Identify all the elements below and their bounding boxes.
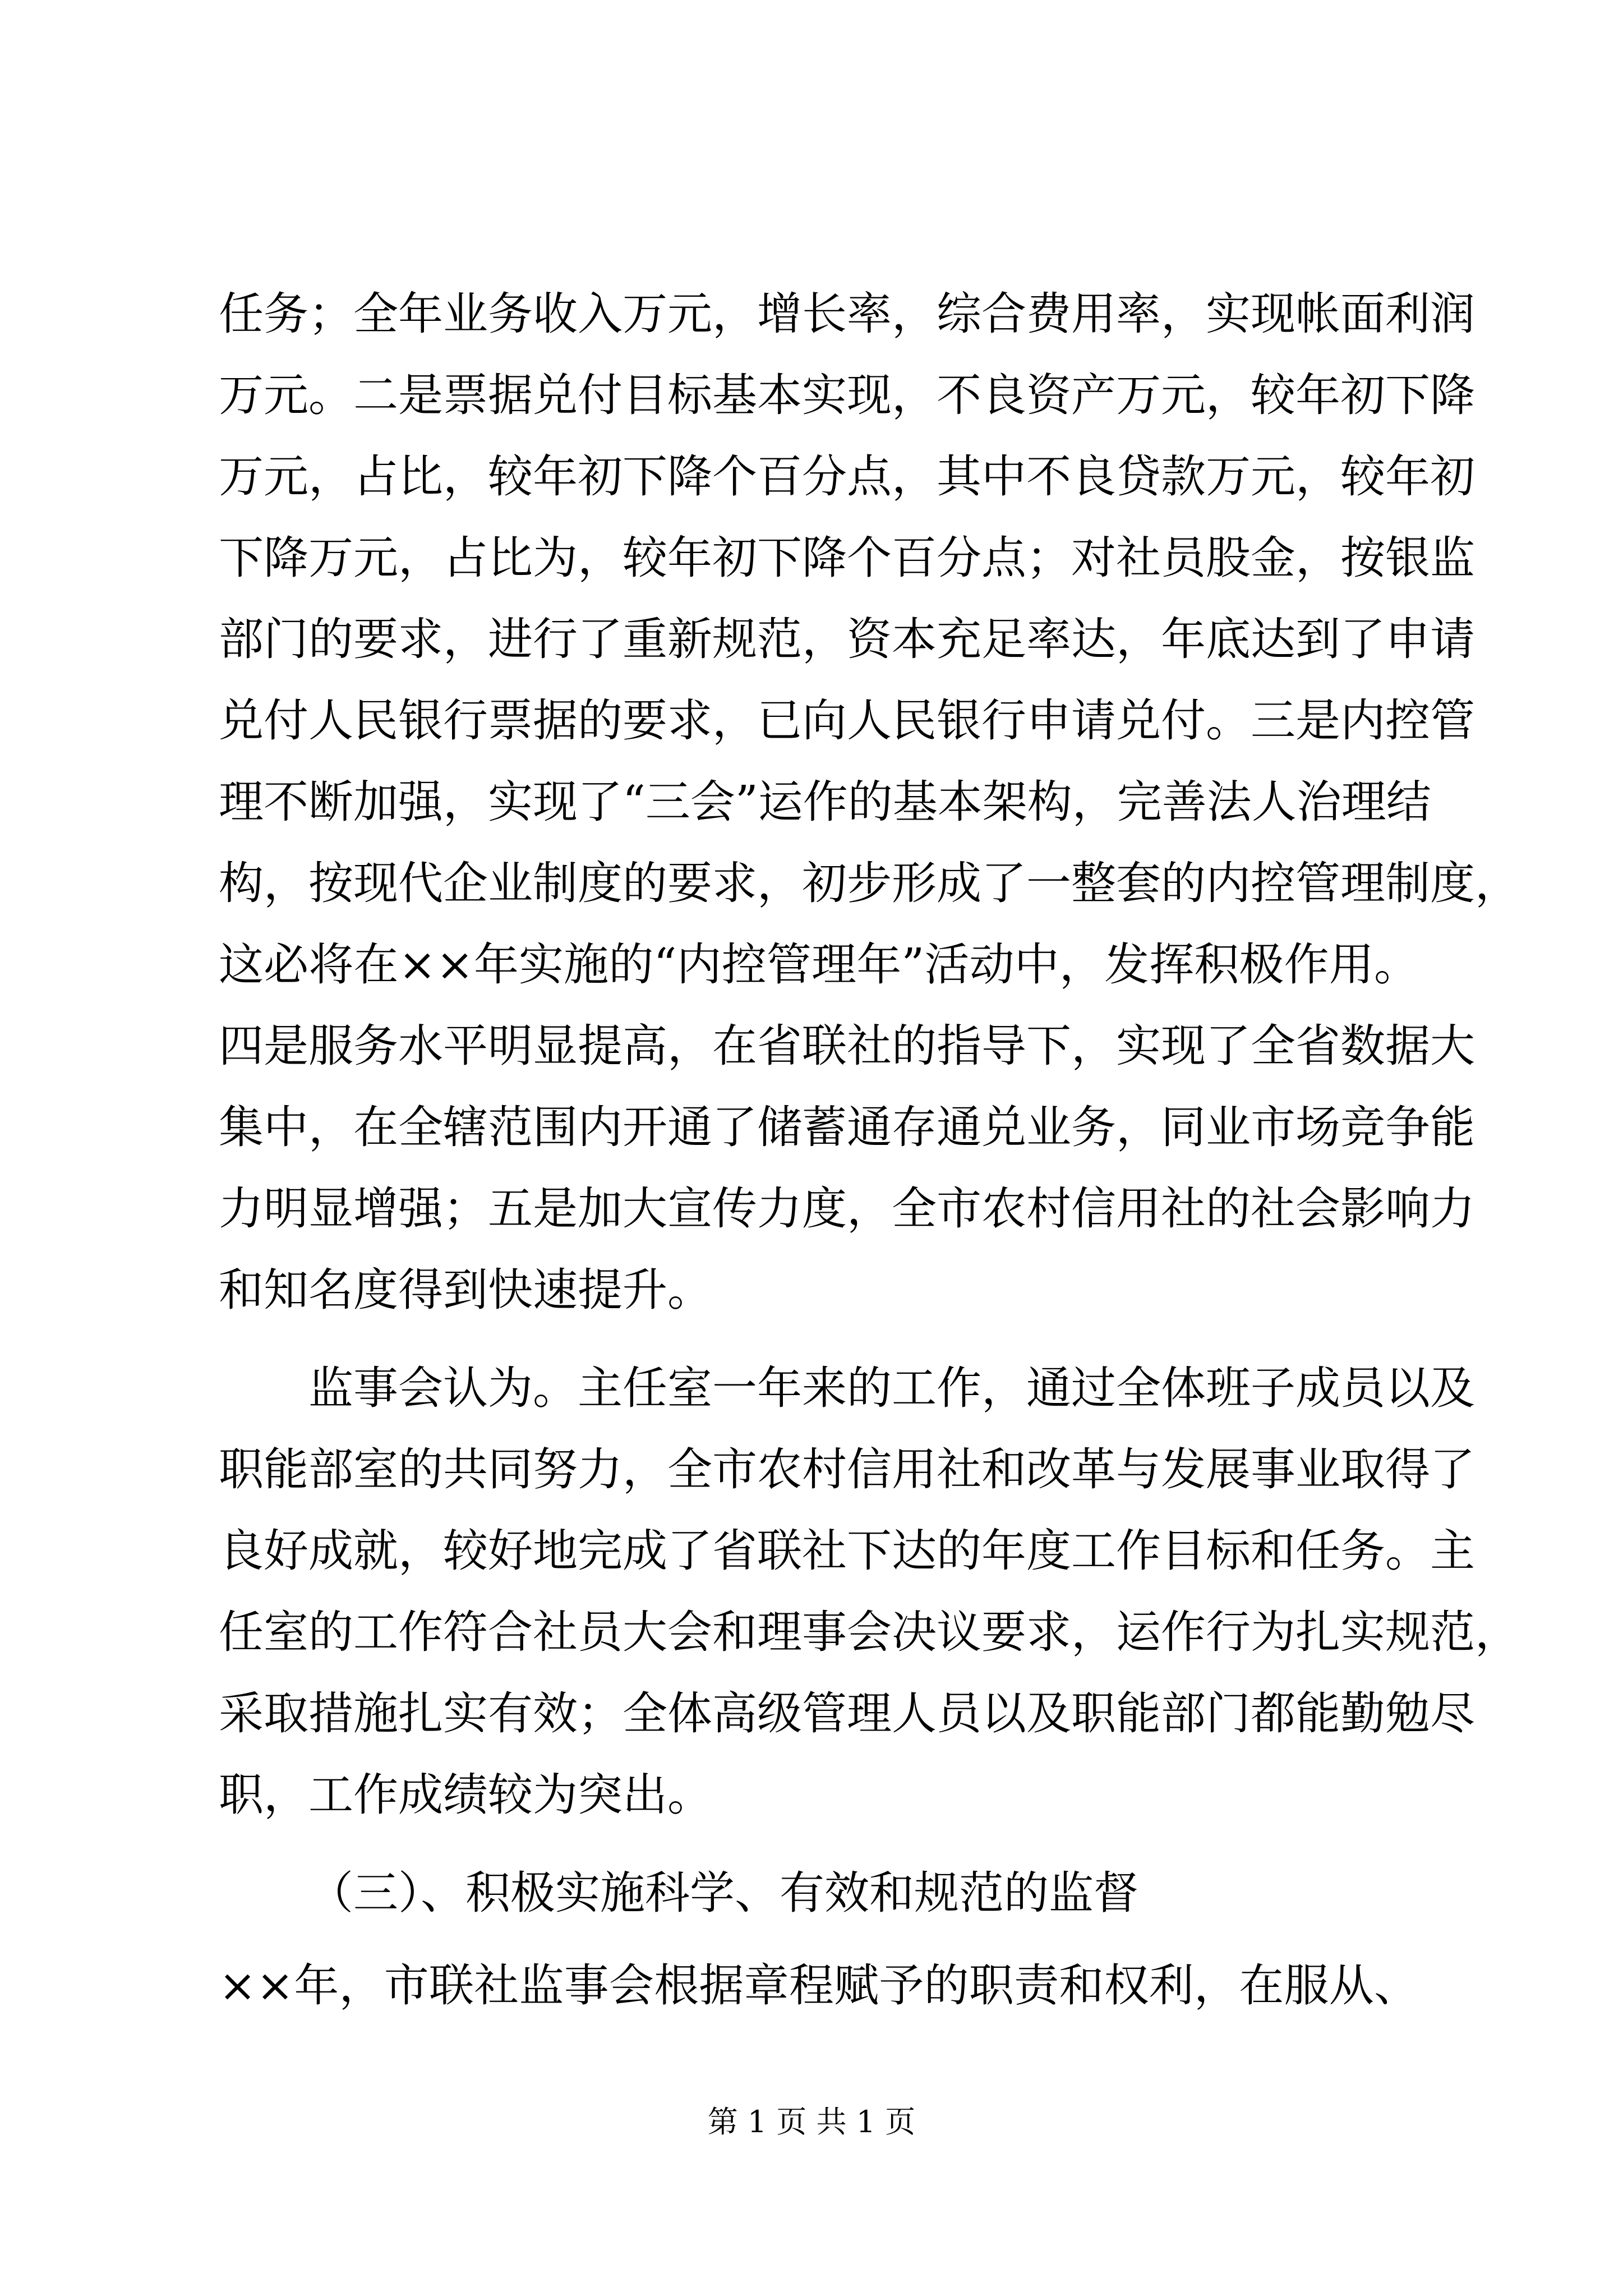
text-line: 任室的工作符合社员大会和理事会决议要求，运作行为扎实规范， — [219, 1606, 1520, 1658]
text-line: ××年，市联社监事会根据章程赋予的职责和权利，在服从、 — [219, 1959, 1419, 2012]
text-line: 和知名度得到快速提升。 — [219, 1264, 712, 1316]
text-line: 集中，在全辖范围内开通了储蓄通存通兑业务，同业市场竞争能 — [219, 1101, 1475, 1153]
text-line: 任务；全年业务收入万元，增长率，综合费用率，实现帐面利润 — [219, 288, 1475, 340]
page-number-footer: 第 1 页 共 1 页 — [707, 2104, 916, 2139]
text-line: 这必将在××年实施的“内控管理年”活动中，发挥积极作用。 — [219, 938, 1419, 991]
text-line: 下降万元，占比为，较年初下降个百分点；对社员股金，按银监 — [219, 532, 1475, 584]
text-line: 理不断加强，实现了“三会”运作的基本架构，完善法人治理结 — [219, 776, 1431, 828]
text-line: 万元，占比，较年初下降个百分点，其中不良贷款万元，较年初 — [219, 450, 1475, 503]
text-line: 兑付人民银行票据的要求，已向人民银行申请兑付。三是内控管 — [219, 694, 1475, 747]
text-line: 职能部室的共同努力，全市农村信用社和改革与发展事业取得了 — [219, 1443, 1475, 1496]
text-line: 四是服务水平明显提高，在省联社的指导下，实现了全省数据大 — [219, 1020, 1475, 1072]
text-line: 采取措施扎实有效；全体高级管理人员以及职能部门都能勤勉尽 — [219, 1687, 1475, 1740]
text-line: 力明显增强；五是加大宣传力度，全市农村信用社的社会影响力 — [219, 1182, 1475, 1235]
text-line: 职，工作成绩较为突出。 — [219, 1769, 712, 1821]
text-line-indented: 监事会认为。主任室一年来的工作，通过全体班子成员以及 — [308, 1362, 1475, 1414]
text-line: 良好成就，较好地完成了省联社下达的年度工作目标和任务。主 — [219, 1525, 1475, 1577]
section-heading: （三）、积极实施科学、有效和规范的监督 — [308, 1867, 1138, 1919]
text-line: 构，按现代企业制度的要求，初步形成了一整套的内控管理制度， — [219, 857, 1520, 909]
text-line: 万元。二是票据兑付目标基本实现，不良资产万元，较年初下降 — [219, 369, 1475, 421]
text-line: 部门的要求，进行了重新规范，资本充足率达，年底达到了申请 — [219, 613, 1475, 665]
